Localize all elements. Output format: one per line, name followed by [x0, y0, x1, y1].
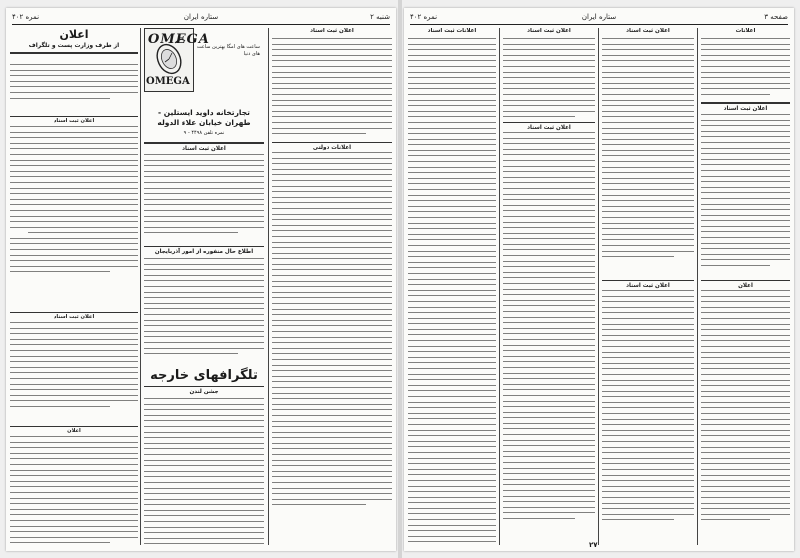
right-col-4: [701, 28, 790, 545]
foreign-telegrams-title: تلگرافهای خارجه: [150, 368, 258, 383]
left-page-date: شنبه ۲: [370, 13, 390, 21]
sub-heading: جشن لندن: [189, 389, 219, 395]
notice-heading: اعلان ثبت اسناد: [723, 106, 768, 112]
left-page-header: [12, 12, 390, 25]
right-col-1: [408, 28, 496, 545]
notice-heading: اعلان ثبت اسناد: [53, 314, 95, 320]
omega-headline: تجارتخانه داوید ایستلین - طهران خیابان علاء الدوله: [157, 108, 251, 127]
notice-heading: اعلان ثبت اسناد: [527, 28, 571, 34]
right-col-3: [602, 28, 694, 545]
notice-heading: اعلان ثبت اسناد: [310, 28, 354, 34]
omega-phone: نمره تلفن ۴۴۹۸ - ۹: [183, 130, 225, 136]
notice-heading: اعلان: [738, 283, 753, 289]
left-col-2: [144, 140, 264, 545]
page-number: ۲۷: [589, 541, 598, 549]
notice-heading: اعلان ثبت اسناد: [626, 28, 670, 34]
notice-heading: اعلانات: [735, 28, 756, 34]
notice-heading: اطلاع حال منفوره از امور آذربایجان: [154, 249, 254, 255]
page-gutter: [398, 0, 402, 558]
notice-heading: اعلان ثبت اسناد: [527, 125, 571, 131]
left-page: [6, 8, 396, 551]
right-page: [404, 8, 794, 551]
col-title: اعلان: [59, 28, 89, 41]
left-col-3: [272, 28, 392, 545]
notice-heading: اعلان ثبت اسناد: [182, 146, 226, 152]
left-paper-name: ستاره ایران: [183, 13, 219, 21]
notice-heading: اعلانات دولتی: [312, 145, 352, 151]
left-col-1: [10, 28, 138, 545]
right-page-label: نمره ۴۰۲: [410, 13, 438, 21]
notice-heading: اعلان ثبت اسناد: [626, 283, 670, 289]
right-paper-name: ستاره ایران: [581, 13, 617, 21]
notice-heading: اعلانات ثبت اسناد: [427, 28, 477, 34]
right-page-date: صفحه ۳: [764, 13, 788, 21]
right-page-header: [410, 12, 788, 25]
omega-brand: OMEGA: [148, 32, 210, 47]
right-col-2: [503, 28, 595, 545]
omega-advertisement: [144, 28, 264, 108]
notice-heading: اعلان ثبت اسناد: [53, 118, 95, 124]
notice-heading: اعلان: [67, 428, 81, 434]
omega-brand-lower: OMEGA: [146, 76, 190, 87]
omega-side-text: ساعت های امگا بهترین ساعت های دنیا: [196, 44, 260, 57]
col-subtitle: از طرف وزارت پست و تلگراف: [28, 42, 120, 49]
left-page-label: نمره ۴۰۲: [12, 13, 40, 21]
